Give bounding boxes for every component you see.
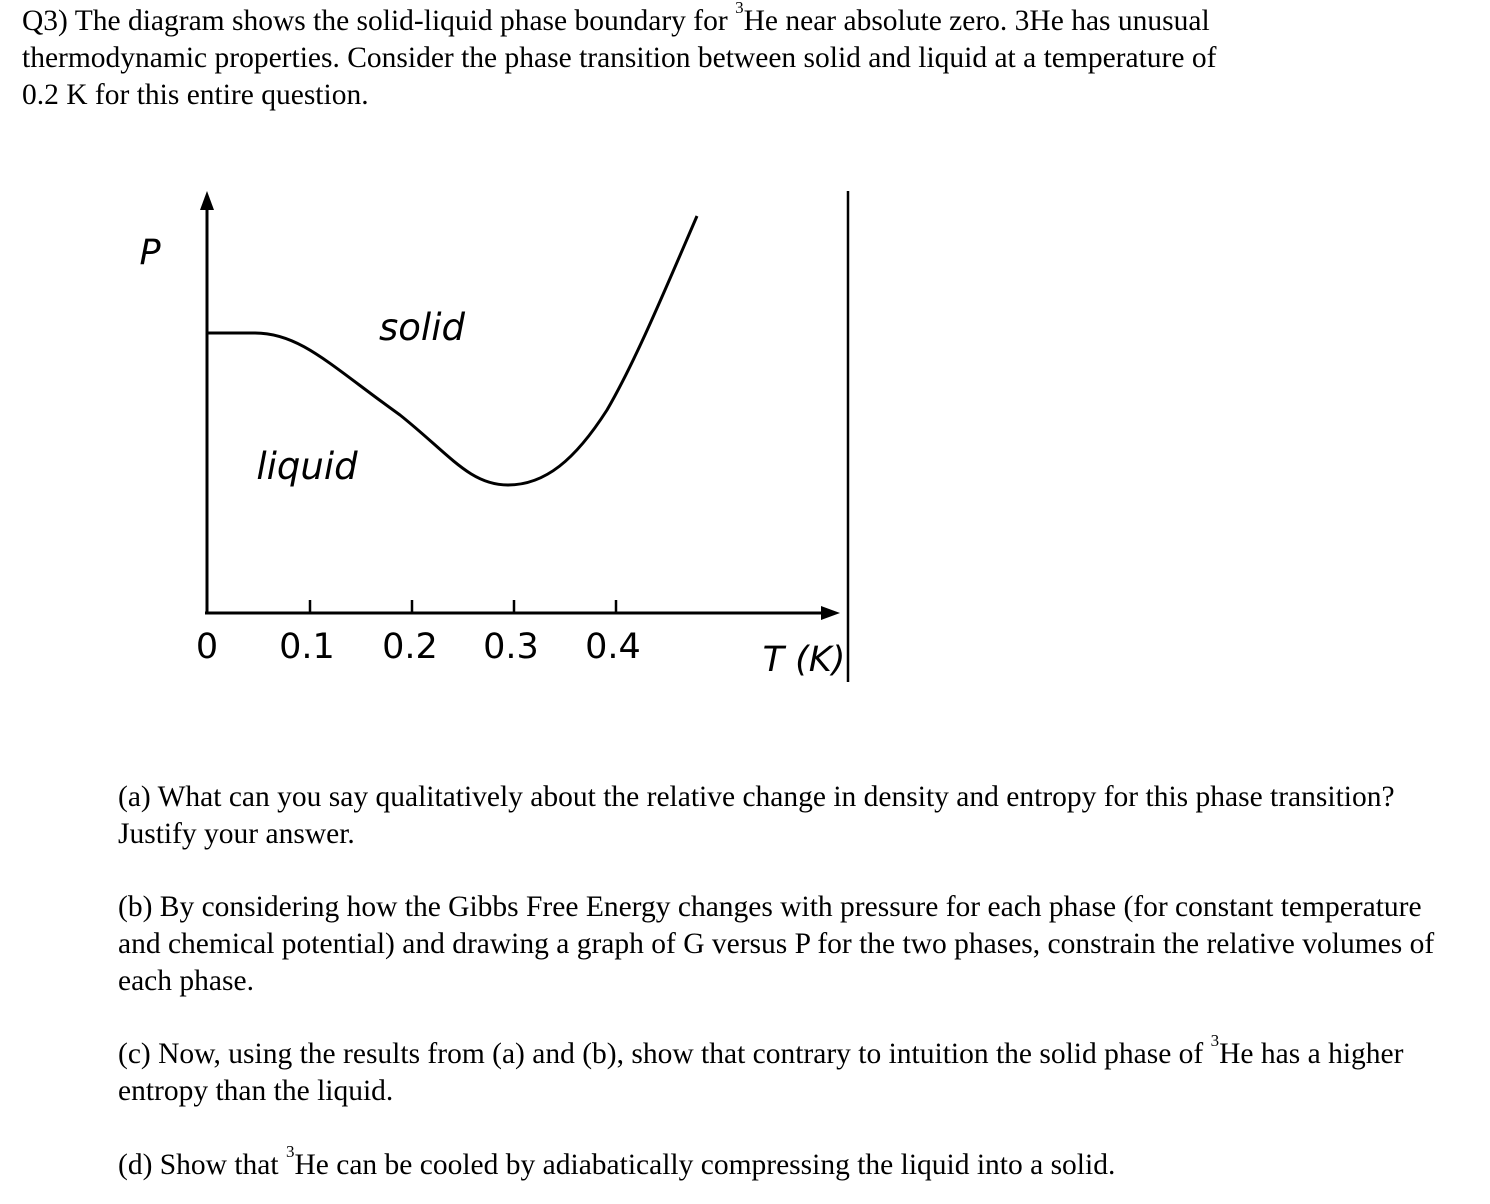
solid-region-label: solid: [379, 306, 465, 349]
tick-label: 0.1: [279, 627, 335, 667]
tick-label: 0.2: [382, 627, 438, 667]
part-a: (a) What can you say qualitatively about the relative change in density and entropy for this phase transition? Justify your answer.: [118, 781, 1395, 850]
part-b: (b) By considering how the Gibbs Free Energy changes with pressure for each phase (for constant temperature and chemical potential) and drawing a graph of G versus P for the two phases, constrain the relative volumes of each phase.: [118, 891, 1435, 997]
isotope-superscript: 3: [735, 0, 744, 17]
question-number: Q3): [22, 5, 68, 37]
x-axis-arrow-icon: [821, 606, 840, 620]
part-c: [118, 1031, 1458, 1110]
part-c-text-1: (c) Now, using the results from (a) and (b), show that contrary to intuition the solid phase of: [118, 1038, 1204, 1070]
part-c-text-2: He has a higher entropy than the liquid.: [118, 1038, 1404, 1107]
tick-label: 0: [195, 627, 219, 667]
x-axis-label: T (K): [762, 640, 846, 680]
y-axis-label: P: [139, 233, 161, 273]
tick-label: 0.3: [483, 627, 539, 667]
part-d: [118, 1142, 1458, 1184]
y-axis-arrow-icon: [200, 191, 214, 210]
tick-label: 0.4: [585, 627, 641, 667]
intro-text-1: The diagram shows the solid-liquid phase boundary for: [74, 5, 728, 37]
isotope-superscript: 3: [285, 1142, 295, 1161]
part-d-text-1: (d) Show that: [118, 1149, 279, 1181]
isotope-superscript: 3: [1210, 1031, 1220, 1050]
liquid-region-label: liquid: [256, 445, 358, 488]
intro-text-2: He near absolute zero. 3He has unusual thermodynamic properties. Consider the phase transition between solid and liquid at a temperature of 0.2 K for this entire question.: [22, 5, 1217, 111]
part-d-text-2: He can be cooled by adiabatically compressing the liquid into a solid.: [294, 1149, 1116, 1181]
